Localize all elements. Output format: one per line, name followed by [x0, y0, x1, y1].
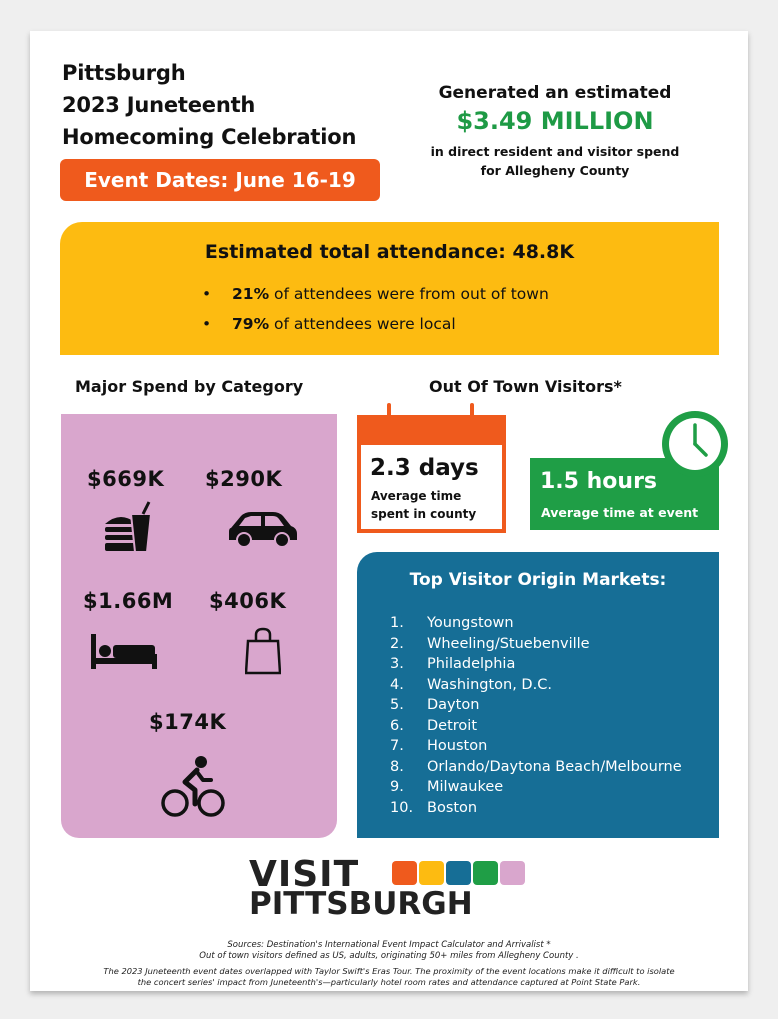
market-number: 1. [390, 615, 404, 631]
title-line-2: 2023 Juneteenth [62, 93, 256, 117]
market-name: Boston [427, 800, 478, 816]
markets-title: Top Visitor Origin Markets: [409, 570, 667, 590]
market-name: Youngstown [427, 615, 514, 631]
attendance-bullet-1 [202, 285, 549, 303]
calendar-ring [387, 403, 391, 419]
footer-note-2: the concert series' impact from Juneteenth's—particularly hotel room rates and attendance captured at Point State Park. [137, 977, 641, 987]
market-number: 9. [390, 779, 404, 795]
days-value: 2.3 days [370, 455, 479, 481]
logo-square-blue [446, 861, 471, 885]
market-number: 10. [390, 800, 414, 816]
market-name: Washington, D.C. [427, 677, 552, 693]
bed-icon [91, 634, 157, 670]
bullet-pct: 21% [232, 285, 270, 303]
market-name: Milwaukee [427, 779, 504, 795]
market-item [390, 697, 479, 713]
market-item [390, 615, 514, 631]
market-number: 4. [390, 677, 404, 693]
shopping-bag-icon [245, 627, 281, 675]
attendance-title: Estimated total attendance: 48.8K [204, 241, 575, 263]
days-in-county-card [357, 415, 506, 533]
category-amount-transport: $290K [205, 467, 283, 491]
logo-square-orange [392, 861, 417, 885]
logo-square-yellow [419, 861, 444, 885]
infographic-page [30, 31, 748, 991]
market-number: 5. [390, 697, 404, 713]
market-item [390, 677, 552, 693]
market-number: 3. [390, 656, 404, 672]
calendar-header [357, 415, 506, 445]
footer-sources: Sources: Destination's International Event Impact Calculator and Arrivalist * [227, 940, 551, 950]
days-label-line-1: Average time [371, 489, 462, 503]
market-name: Philadelphia [427, 656, 516, 672]
logo-square-green [473, 861, 498, 885]
attendance-bullet-2 [202, 315, 456, 333]
fast-food-icon [103, 500, 153, 554]
visitors-section-title: Out Of Town Visitors* [429, 377, 622, 396]
logo-square-pink [500, 861, 525, 885]
spend-line-3: for Allegheny County [480, 163, 630, 178]
days-label [371, 487, 476, 523]
bullet-text: of attendees were local [269, 315, 456, 333]
market-item [390, 656, 515, 672]
title-line-3: Homecoming Celebration [62, 125, 357, 149]
bullet-dot: • [202, 315, 212, 333]
market-item [390, 718, 477, 734]
market-name: Orlando/Daytona Beach/Melbourne [427, 759, 682, 775]
category-amount-retail: $406K [209, 589, 287, 613]
logo-text-pittsburgh: PITTSBURGH [249, 886, 473, 922]
clock-icon [661, 410, 729, 478]
market-number: 8. [390, 759, 404, 775]
category-panel [61, 414, 337, 838]
origin-markets-panel [357, 552, 719, 838]
market-item [390, 800, 477, 816]
hours-value: 1.5 hours [540, 469, 658, 494]
spend-intro: Generated an estimated [438, 83, 672, 103]
bullet-text: of attendees were from out of town [269, 285, 549, 303]
market-item [390, 759, 682, 775]
logo-text-visit: VISIT [249, 854, 360, 895]
category-section-title: Major Spend by Category [75, 377, 304, 396]
market-number: 7. [390, 738, 404, 754]
cyclist-icon [161, 754, 225, 818]
market-item [390, 779, 503, 795]
days-label-line-2: spent in county [371, 507, 477, 521]
event-dates-banner: Event Dates: June 16-19 [60, 159, 380, 201]
market-name: Detroit [427, 718, 477, 734]
market-name: Dayton [427, 697, 480, 713]
market-number: 2. [390, 636, 404, 652]
spend-description [410, 142, 700, 180]
calendar-ring [470, 403, 474, 419]
market-name: Wheeling/Stuebenville [427, 636, 590, 652]
footer-note-1: The 2023 Juneteenth event dates overlapped with Taylor Swift's Eras Tour. The proximity of the event locations make it difficult to isolate [103, 966, 675, 976]
hours-label: Average time at event [541, 505, 699, 520]
spend-amount: $3.49 MILLION [456, 107, 654, 135]
market-item [390, 738, 487, 754]
category-amount-recreation: $174K [149, 710, 227, 734]
category-amount-lodging: $1.66M [83, 589, 174, 613]
category-amount-food: $669K [87, 467, 165, 491]
market-item [390, 636, 590, 652]
bullet-pct: 79% [232, 315, 270, 333]
spend-line-2: in direct resident and visitor spend [430, 144, 680, 159]
bullet-dot: • [202, 285, 212, 303]
car-icon [227, 510, 299, 548]
market-name: Houston [427, 738, 488, 754]
attendance-panel [60, 222, 719, 355]
footer-definition: Out of town visitors defined as US, adults, originating 50+ miles from Allegheny County . [199, 951, 579, 961]
title-line-1: Pittsburgh [62, 61, 186, 85]
market-number: 6. [390, 718, 404, 734]
